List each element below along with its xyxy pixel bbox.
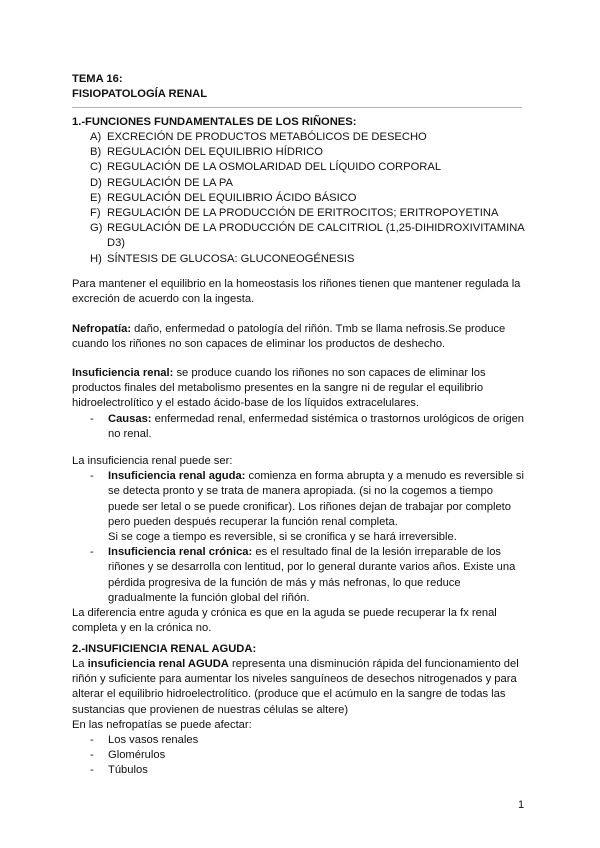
list-item: - Insuficiencia renal crónica: es el resultado final de la lesión irreparable de los riñones y se desarrolla con lentitud, por lo general durante varios años. Existe una pérdida progresiva de la función de más y más nefronas, lo que reduce gradualmente la función global del riñón.: [90, 546, 516, 604]
aguda-paragraph: [72, 657, 526, 779]
aguda-lead: La: [72, 658, 88, 670]
page-title: FISIOPATOLOGÍA RENAL: [72, 88, 208, 101]
list-item: - Insuficiencia renal aguda: comienza en forma abrupta y a menudo es reversible si se detecta pronto y se trata de manera apropiada. (si no la cogemos a tiempo puede ser letal o se puede cronificar). Los riñones dejan de trabajar por completo pero pueden después recuperar la función renal completa. Si se coge a tiempo es reversible, si se cronifica y se hará irreversible.: [90, 470, 524, 544]
aguda-description: representa una disminución rápida del funcionamiento del riñón y suficiente para aumentar los niveles sanguíneos de desechos nitrogenados y para alterar el equilibrio hidroelectrolítico. (produce que el acúmulo en la sangre de todas las sustancias que provienen de nuestras células se altere): [72, 658, 519, 716]
tipos-intro: La insuficiencia renal puede ser:: [72, 455, 233, 467]
functions-list: [90, 130, 528, 267]
nefropatia-text: daño, enfermedad o patología del riñón. Tmb se llama nefrosis.Se produce cuando los riñones no son capaces de eliminar los productos de deshecho.: [72, 323, 506, 351]
insuficiencia-term: Insuficiencia renal:: [72, 367, 174, 379]
list-item: [90, 176, 528, 191]
aguda-text: comienza en forma abrupta y a menudo es reversible si se detecta pronto y se trata de manera apropiada. (si no la cogemos a tiempo puede ser letal o se puede cronificar). Los riñones dejan de trabajar por completo pero pueden después recuperar la función renal completa.: [108, 470, 524, 528]
list-item: - Causas: enfermedad renal, enfermedad sistémica o trastornos urológicos de origen no renal.: [90, 412, 525, 440]
list-text: SÍNTESIS DE GLUCOSA: GLUCONEOGÉNESIS: [107, 252, 355, 265]
causas-term: Causas:: [108, 412, 152, 425]
list-text: REGULACIÓN DE LA PRODUCCIÓN DE CALCITRIOL (1,25-DIHIDROXIVITAMINA D3): [107, 222, 525, 250]
list-text: REGULACIÓN DE LA PA: [107, 176, 233, 189]
section1-heading: 1.-FUNCIONES FUNDAMENTALES DE LOS RIÑONES:: [72, 116, 357, 128]
aguda-bold-term: insuficiencia renal AGUDA: [87, 658, 229, 670]
list-letter: G): [90, 222, 103, 235]
afectados-list: [90, 733, 526, 779]
nefropatias-intro: En las nefropatías se puede afectar:: [72, 718, 252, 731]
aguda-term: Insuficiencia renal aguda:: [108, 470, 246, 483]
header-divider: [72, 107, 522, 108]
afectado-text: Túbulos: [108, 764, 148, 777]
insuficiencia-paragraph: [72, 366, 526, 442]
list-letter: A): [90, 131, 102, 143]
list-item: [90, 252, 528, 267]
list-item: [90, 160, 528, 175]
homeostasis-paragraph: Para mantener el equilibrio en la homeostasis los riñones tienen que mantener regulada la excreción de acuerdo con la ingesta.: [72, 278, 521, 306]
list-item: - Túbulos: [90, 763, 526, 778]
afectado-text: Los vasos renales: [108, 734, 199, 747]
diferencia-paragraph: La diferencia entre aguda y crónica es que en la aguda se puede recuperar la fx renal completa y en la crónica no.: [72, 607, 497, 635]
list-item: - Glomérulos: [90, 748, 526, 763]
cronica-term: Insuficiencia renal crónica:: [108, 546, 253, 559]
insuficiencia-text: se produce cuando los riñones no son capaces de eliminar los productos finales del metabolismo presentes en la sangre ni de regular el equilibrio hidroelectrolítico y el estado ácido-base de los líquidos extracelulares.: [72, 367, 486, 410]
afectado-text: Glomérulos: [108, 749, 166, 762]
tipos-section: [72, 454, 526, 636]
list-letter: D): [90, 176, 102, 189]
list-text: EXCRECIÓN DE PRODUCTOS METABÓLICOS DE DESECHO: [107, 131, 427, 143]
list-text: REGULACIÓN DEL EQUILIBRIO HÍDRICO: [107, 146, 323, 159]
list-text: REGULACIÓN DE LA OSMOLARIDAD DEL LÍQUIDO CORPORAL: [107, 161, 442, 174]
list-item: - Los vasos renales: [90, 733, 526, 748]
aguda-extra: Si se coge a tiempo es reversible, si se cronifica y se hará irreversible.: [108, 531, 457, 544]
list-item: [90, 145, 528, 160]
list-item: [90, 221, 528, 251]
list-item: [90, 206, 528, 221]
list-item: [90, 191, 528, 206]
tema-label: TEMA 16:: [72, 73, 123, 85]
list-letter: B): [90, 146, 102, 159]
list-item: [90, 130, 528, 145]
tipos-list: [90, 469, 526, 606]
header: [72, 72, 526, 102]
cronica-text: es el resultado final de la lesión irreparable de los riñones y se desarrolla con lentitud, por lo general durante varios años. Existe una pérdida progresiva de la función de más y más nefronas, lo que reduce gradualmente la función global del riñón.: [108, 546, 516, 604]
list-letter: H): [90, 252, 102, 265]
nefropatia-term: Nefropatía:: [72, 323, 132, 335]
list-text: REGULACIÓN DE LA PRODUCCIÓN DE ERITROCITOS; ERITROPOYETINA: [107, 207, 499, 220]
list-letter: F): [90, 207, 101, 220]
section2-heading: 2.-INSUFICIENCIA RENAL AGUDA:: [72, 643, 257, 655]
list-letter: C): [90, 161, 102, 174]
list-text: REGULACIÓN DEL EQUILIBRIO ÁCIDO BÁSICO: [107, 191, 357, 204]
causas-text: enfermedad renal, enfermedad sistémica o trastornos urológicos de origen no renal.: [108, 412, 525, 440]
causas-list: [90, 412, 526, 442]
page-number: 1: [518, 799, 525, 811]
nefropatia-paragraph: [72, 322, 526, 352]
list-letter: E): [90, 191, 102, 204]
